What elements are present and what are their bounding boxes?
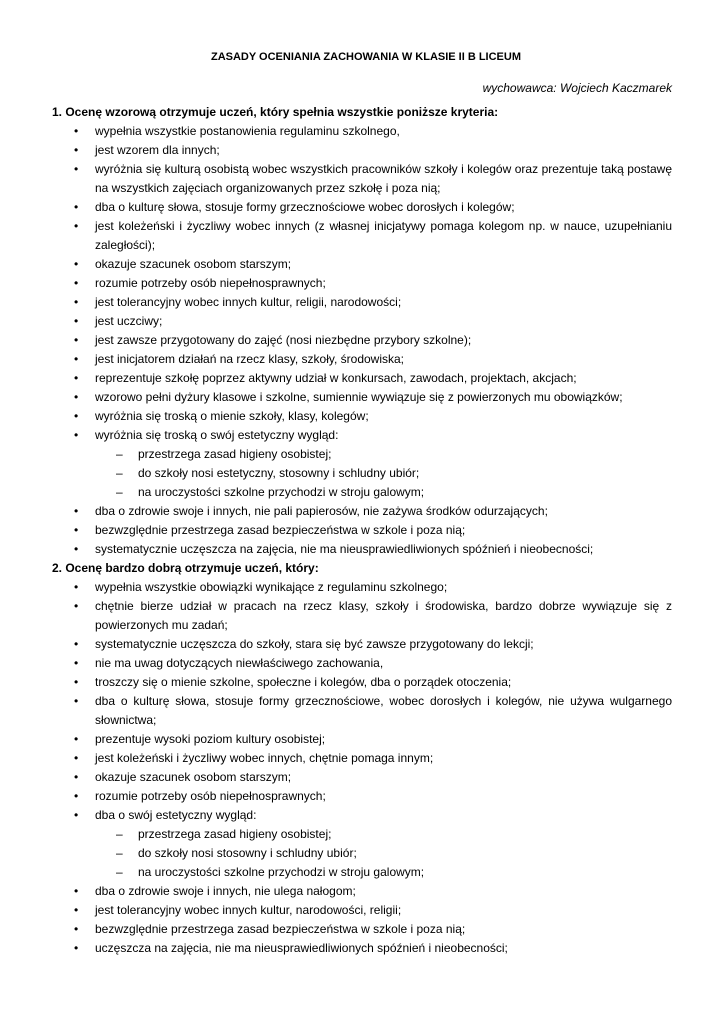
list-item-text: jest uczciwy; <box>95 314 163 328</box>
list-item-text: uczęszcza na zajęcia, nie ma nieusprawiedliwionych spóźnień i nieobecności; <box>95 941 508 955</box>
list-item <box>52 255 672 274</box>
sub-list-item-text: przestrzega zasad higieny osobistej; <box>138 827 332 841</box>
bullet-icon: • <box>74 599 79 613</box>
bullet-icon: • <box>74 542 79 556</box>
list-item <box>52 635 672 654</box>
sub-list-item-text: do szkoły nosi estetyczny, stosowny i schludny ubiór; <box>138 466 420 480</box>
list-item-text: jest koleżeński i życzliwy wobec innych (z własnej inicjatywy pomaga kolegom np. w nauce, uzupełnianiu zaległości); <box>95 219 672 252</box>
bullet-icon: • <box>74 352 79 366</box>
list-item <box>52 312 672 331</box>
sub-list-item <box>52 483 672 502</box>
bullet-icon: • <box>74 143 79 157</box>
criteria-sections <box>52 103 672 958</box>
list-item-text: jest inicjatorem działań na rzecz klasy, szkoły, środowiska; <box>95 352 404 366</box>
list-item-text: wyróżnia się kulturą osobistą wobec wszystkich pracowników szkoły i kolegów oraz prezentuje taką postawę na wszystkich zajęciach organizowanych przez szkołę i poza nią; <box>95 162 672 195</box>
bullet-icon: • <box>74 732 79 746</box>
list-item <box>52 578 672 597</box>
list-item <box>52 540 672 559</box>
criteria-list <box>52 122 672 559</box>
dash-icon: – <box>116 865 123 879</box>
sub-list-item <box>52 844 672 863</box>
list-item <box>52 654 672 673</box>
bullet-icon: • <box>74 124 79 138</box>
list-item-text: wypełnia wszystkie obowiązki wynikające z regulaminu szkolnego; <box>95 580 448 594</box>
list-item <box>52 787 672 806</box>
bullet-icon: • <box>74 257 79 271</box>
list-item-text: chętnie bierze udział w pracach na rzecz klasy, szkoły i środowiska, bardzo dobrze wywiązuje się z powierzonych mu zadań; <box>95 599 672 632</box>
list-item <box>52 426 672 502</box>
dash-icon: – <box>116 827 123 841</box>
list-item-text: okazuje szacunek osobom starszym; <box>95 770 292 784</box>
list-item <box>52 407 672 426</box>
bullet-icon: • <box>74 523 79 537</box>
bullet-icon: • <box>74 333 79 347</box>
list-item <box>52 217 672 255</box>
list-item <box>52 122 672 141</box>
list-item <box>52 160 672 198</box>
list-item-text: nie ma uwag dotyczących niewłaściwego zachowania, <box>95 656 384 670</box>
list-item-text: dba o zdrowie swoje i innych, nie pali papierosów, nie zażywa środków odurzających; <box>95 504 548 518</box>
list-item-text: jest wzorem dla innych; <box>95 143 220 157</box>
bullet-icon: • <box>74 219 79 233</box>
bullet-icon: • <box>74 371 79 385</box>
list-item <box>52 806 672 882</box>
bullet-icon: • <box>74 390 79 404</box>
dash-icon: – <box>116 485 123 499</box>
teacher-name: wychowawca: Wojciech Kaczmarek <box>482 81 672 95</box>
list-item <box>52 920 672 939</box>
bullet-icon: • <box>74 295 79 309</box>
bullet-icon: • <box>74 409 79 423</box>
list-item-text: rozumie potrzeby osób niepełnosprawnych; <box>95 276 326 290</box>
bullet-icon: • <box>74 637 79 651</box>
list-item-text: troszczy się o mienie szkolne, społeczne i kolegów, dba o porządek otoczenia; <box>95 675 512 689</box>
list-item <box>52 730 672 749</box>
list-item-text: dba o swój estetyczny wygląd: <box>95 808 257 822</box>
bullet-icon: • <box>74 770 79 784</box>
sub-list-item <box>52 825 672 844</box>
list-item <box>52 274 672 293</box>
sub-list-item-text: do szkoły nosi stosowny i schludny ubiór; <box>138 846 357 860</box>
bullet-icon: • <box>74 162 79 176</box>
dash-icon: – <box>116 466 123 480</box>
list-item <box>52 388 672 407</box>
list-item <box>52 692 672 730</box>
list-item <box>52 882 672 901</box>
dash-icon: – <box>116 447 123 461</box>
list-item-text: jest tolerancyjny wobec innych kultur, religii, narodowości; <box>95 295 402 309</box>
sub-list-item <box>52 863 672 882</box>
sub-list-item <box>52 445 672 464</box>
list-item <box>52 502 672 521</box>
list-item-text: dba o zdrowie swoje i innych, nie ulega nałogom; <box>95 884 356 898</box>
bullet-icon: • <box>74 694 79 708</box>
section-heading: 2. Ocenę bardzo dobrą otrzymuje uczeń, który: <box>52 561 319 575</box>
sub-list-item-text: przestrzega zasad higieny osobistej; <box>138 447 332 461</box>
bullet-icon: • <box>74 276 79 290</box>
bullet-icon: • <box>74 808 79 822</box>
list-item-text: bezwzględnie przestrzega zasad bezpieczeństwa w szkole i poza nią; <box>95 922 466 936</box>
list-item <box>52 331 672 350</box>
list-item <box>52 673 672 692</box>
section-heading: 1. Ocenę wzorową otrzymuje uczeń, który spełnia wszystkie poniższe kryteria: <box>52 105 499 119</box>
bullet-icon: • <box>74 903 79 917</box>
list-item-text: wyróżnia się troską o mienie szkoły, klasy, kolegów; <box>95 409 369 423</box>
list-item-text: systematycznie uczęszcza na zajęcia, nie ma nieusprawiedliwionych spóźnień i nieobecności; <box>95 542 594 556</box>
list-item-text: wzorowo pełni dyżury klasowe i szkolne, sumiennie wywiązuje się z powierzonych mu obowiązków; <box>95 390 623 404</box>
sub-list-item-text: na uroczystości szkolne przychodzi w stroju galowym; <box>138 865 425 879</box>
list-item-text: rozumie potrzeby osób niepełnosprawnych; <box>95 789 326 803</box>
bullet-icon: • <box>74 656 79 670</box>
list-item <box>52 597 672 635</box>
list-item <box>52 369 672 388</box>
bullet-icon: • <box>74 884 79 898</box>
list-item <box>52 198 672 217</box>
list-item-text: jest koleżeński i życzliwy wobec innych, chętnie pomaga innym; <box>95 751 434 765</box>
list-item-text: okazuje szacunek osobom starszym; <box>95 257 292 271</box>
list-item-text: jest tolerancyjny wobec innych kultur, narodowości, religii; <box>95 903 402 917</box>
bullet-icon: • <box>74 504 79 518</box>
sub-list-item-text: na uroczystości szkolne przychodzi w stroju galowym; <box>138 485 425 499</box>
list-item-text: dba o kulturę słowa, stosuje formy grzecznościowe, wobec dorosłych i kolegów, nie używa wulgarnego słownictwa; <box>95 694 672 727</box>
list-item <box>52 901 672 920</box>
list-item-text: prezentuje wysoki poziom kultury osobistej; <box>95 732 326 746</box>
document-title: ZASADY OCENIANIA ZACHOWANIA W KLASIE II B LICEUM <box>210 51 522 63</box>
bullet-icon: • <box>74 314 79 328</box>
bullet-icon: • <box>74 200 79 214</box>
list-item-text: systematycznie uczęszcza do szkoły, stara się być zawsze przygotowany do lekcji; <box>95 637 534 651</box>
list-item <box>52 350 672 369</box>
dash-icon: – <box>116 846 123 860</box>
list-item <box>52 521 672 540</box>
list-item <box>52 749 672 768</box>
list-item-text: wypełnia wszystkie postanowienia regulaminu szkolnego, <box>95 124 400 138</box>
bullet-icon: • <box>74 580 79 594</box>
criteria-list <box>52 578 672 958</box>
bullet-icon: • <box>74 751 79 765</box>
list-item-text: dba o kulturę słowa, stosuje formy grzecznościowe wobec dorosłych i kolegów; <box>95 200 515 214</box>
sub-list <box>52 445 672 502</box>
bullet-icon: • <box>74 675 79 689</box>
list-item <box>52 293 672 312</box>
list-item-text: reprezentuje szkołę poprzez aktywny udział w konkursach, zawodach, projektach, akcjach; <box>95 371 577 385</box>
list-item-text: wyróżnia się troską o swój estetyczny wygląd: <box>95 428 339 442</box>
bullet-icon: • <box>74 941 79 955</box>
bullet-icon: • <box>74 428 79 442</box>
list-item <box>52 768 672 787</box>
sub-list <box>52 825 672 882</box>
bullet-icon: • <box>74 922 79 936</box>
list-item <box>52 939 672 958</box>
bullet-icon: • <box>74 789 79 803</box>
list-item <box>52 141 672 160</box>
list-item-text: jest zawsze przygotowany do zajęć (nosi niezbędne przybory szkolne); <box>95 333 472 347</box>
sub-list-item <box>52 464 672 483</box>
list-item-text: bezwzględnie przestrzega zasad bezpieczeństwa w szkole i poza nią; <box>95 523 466 537</box>
